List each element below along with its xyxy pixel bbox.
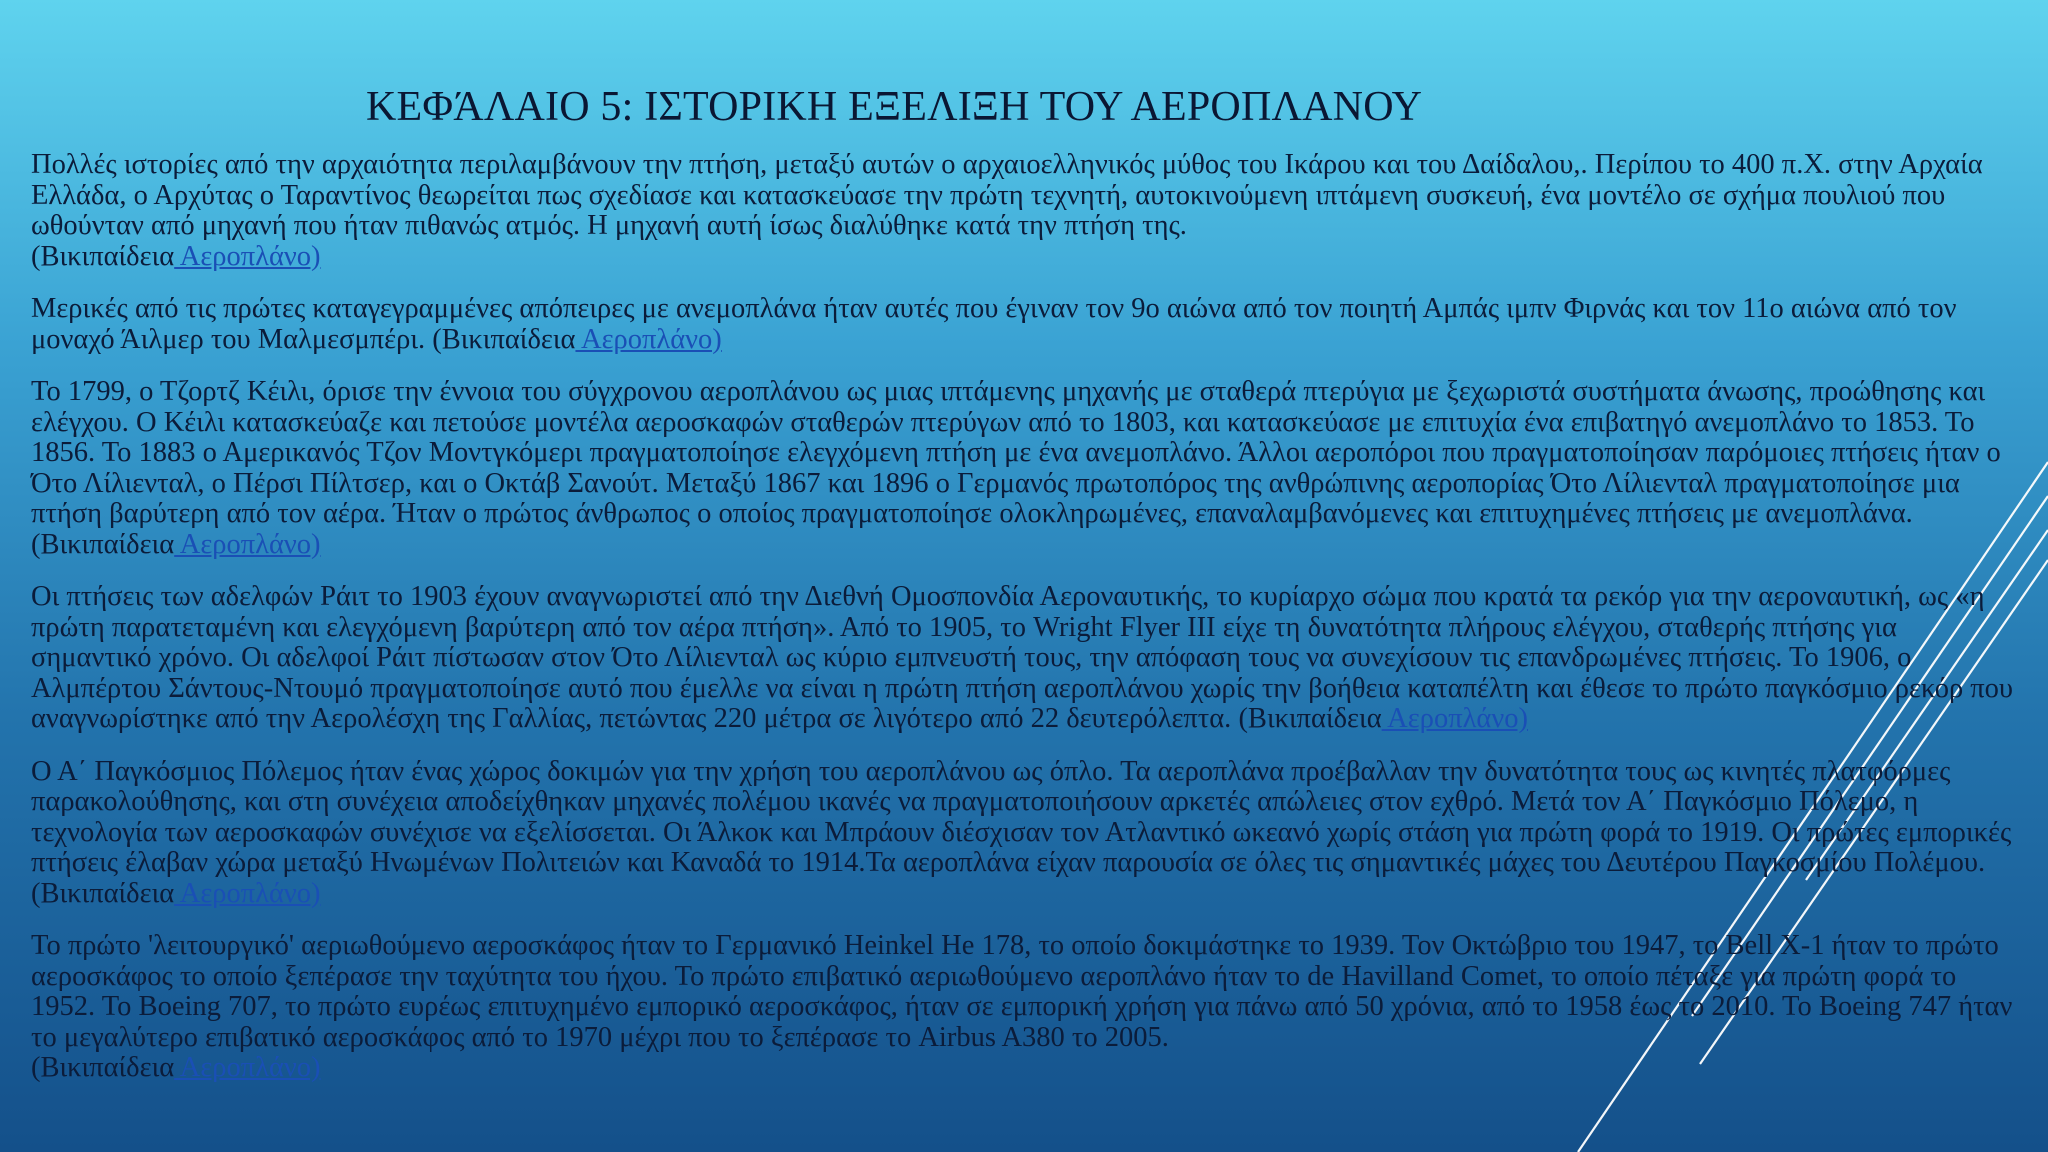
paragraph-text: Το πρώτο 'λειτουργικό' αεριωθούμενο αεροσκάφος ήταν το Γερμανικό Heinkel He 178, το οποίο δοκιμάστηκε το 1939. Τον Οκτώβριο του 1947, το Bell X-1 ήταν το πρώτο αεροσκάφος το οποίο ξεπέρασε την ταχύτητα του ήχου. Το πρώτο επιβατικό αεριωθούμενο αεροπλάνο ήταν το de Havilland Comet, το οποίο πέταξε για πρώτη φορά το 1952. Το Boeing 707, το πρώτο ευρέως επιτυχημένο εμπορικό αεροσκάφος, ήταν σε εμπορική χρήση για πάνω από 50 χρόνια, από το 1958 έως το 2010. Το Boeing 747 ήταν το μεγαλύτερο επιβατικό αεροσκάφος από το 1970 μέχρι που το ξεπέρασε το Airbus A380 το 2005. — [31, 930, 2013, 1053]
paragraph-text: Το 1799, ο Τζορτζ Κέιλι, όρισε την έννοια του σύγχρονου αεροπλάνου ως μιας ιπτάμενης μηχανής με σταθερά πτερύγια με ξεχωριστά συστήματα άνωσης, προώθησης και ελέγχου. Ο Κέιλι κατασκεύαζε και πετούσε μοντέλα αεροσκαφών σταθερών πτερύγων από το 1803, και κατασκεύασε με επιτυχία ένα επιβατηγό ανεμοπλάνο το 1853. Το 1856. Το 1883 ο Αμερικανός Τζον Μοντγκόμερι πραγματοποίησε ελεγχόμενη πτήση με ένα ανεμοπλάνο. Άλλοι αεροπόροι που πραγματοποίησαν παρόμοιες πτήσεις ήταν ο Ότο Λίλιενταλ, ο Πέρσι Πίλτσερ, και ο Οκτάβ Σανούτ. Μεταξύ 1867 και 1896 ο Γερμανός πρωτοπόρος της ανθρώπινης αεροπορίας Ότο Λίλιενταλ πραγματοποίησε μια πτήση βαρύτερη από τον αέρα. Ήταν ο πρώτος άνθρωπος ο οποίος πραγματοποίησε ολοκληρωμένες, επαναλαμβανόμενες και επιτυχημένες πτήσεις με ανεμοπλάνα. — [31, 376, 2001, 529]
slide-title: ΚΕΦΆΛΑΙΟ 5: ΙΣΤΟΡΙΚΗ ΕΞΕΛΙΞΗ ΤΟΥ ΑΕΡΟΠΛΑΝΟΥ — [366, 84, 1423, 130]
slide-content — [31, 150, 2021, 1106]
paragraph — [31, 757, 2021, 910]
paragraph — [31, 931, 2021, 1084]
paragraph-text: Ο Α΄ Παγκόσμιος Πόλεμος ήταν ένας χώρος δοκιμών για την χρήση του αεροπλάνου ως όπλο. Τα αεροπλάνα προέβαλλαν την δυνατότητα τους ως κινητές πλατφόρμες παρακολούθησης, και στη συνέχεια αποδείχθηκαν μηχανές πολέμου ικανές να πραγματοποιήσουν αρκετές απώλειες στον εχθρό. Μετά τον Α΄ Παγκόσμιο Πόλεμο, η τεχνολογία των αεροσκαφών συνέχισε να εξελίσσεται. Οι Άλκοκ και Μπράουν διέσχισαν τον Ατλαντικό ωκεανό χωρίς στάση για πρώτη φορά το 1919. Οι πρώτες εμπορικές πτήσεις έλαβαν χώρα μεταξύ Ηνωμένων Πολιτειών και Καναδά το 1914.Τα αεροπλάνα είχαν παρουσία σε όλες τις σημαντικές μάχες του Δευτέρου Παγκοσμίου Πολέμου. — [31, 755, 2012, 878]
paragraph-text: Πολλές ιστορίες από την αρχαιότητα περιλαμβάνουν την πτήση, μεταξύ αυτών ο αρχαιοελληνικός μύθος του Ικάρου και του Δαίδαλου,. Περίπου το 400 π.Χ. στην Αρχαία Ελλάδα, ο Αρχύτας ο Ταραντίνος θεωρείται πως σχεδίασε και κατασκεύασε την πρώτη τεχνητή, αυτοκινούμενη ιπτάμενη συσκευή, ένα μοντέλο σε σχήμα πουλιού που ωθούνταν από μηχανή που ήταν πιθανώς ατμός. Η μηχανή αυτή ίσως διαλύθηκε κατά την πτήση της. — [31, 149, 1983, 241]
source-link[interactable]: Αεροπλάνο) — [174, 1052, 321, 1083]
source-link[interactable]: Αεροπλάνο) — [1381, 703, 1528, 734]
paragraph — [31, 582, 2021, 735]
source-link[interactable]: Αεροπλάνο) — [575, 323, 722, 355]
paragraph — [31, 150, 2021, 272]
source-link[interactable]: Αεροπλάνο) — [174, 528, 321, 560]
source-link[interactable]: Αεροπλάνο) — [174, 240, 321, 272]
paragraph — [31, 377, 2021, 560]
paragraph-text: Μερικές από τις πρώτες καταγεγραμμένες απόπειρες με ανεμοπλάνα ήταν αυτές που έγιναν τον 9ο αιώνα από τον ποιητή Αμπάς ιμπν Φιρνάς και τον 11ο αιώνα από τον μοναχό Άιλμερ του Μαλμεσμπέρι. — [31, 293, 1957, 355]
source-prefix: (Βικιπαίδεια — [31, 1052, 175, 1083]
source-link[interactable]: Αεροπλάνο) — [174, 877, 321, 909]
paragraph-text: Οι πτήσεις των αδελφών Ράιτ το 1903 έχουν αναγνωριστεί από την Διεθνή Ομοσπονδία Αεροναυτικής, το κυρίαρχο σώμα που κρατά τα ρεκόρ για την αεροναυτική, ως «η πρώτη παρατεταμένη και ελεγχόμενη βαρύτερη από τον αέρα πτήση». Από το 1905, το Wright Flyer III είχε τη δυνατότητα πλήρους ελέγχου, σταθερής πτήσης για σημαντικό χρόνο. Οι αδελφοί Ράιτ πίστωσαν στον Ότο Λίλιενταλ ως κύριο εμπνευστή τους, την απόφαση τους να συνεχίσουν τις επανδρωμένες πτήσεις. Το 1906, ο Αλμπέρτου Σάντους-Ντουμό πραγματοποίησε αυτό που έμελλε να είναι η πρώτη πτήση αεροπλάνου χωρίς την βοήθεια καταπέλτη και έθεσε το πρώτο παγκόσμιο ρεκόρ που αναγνωρίστηκε από την Αερολέσχη της Γαλλίας, πετώντας 220 μέτρα σε λιγότερο από 22 δευτερόλεπτα. — [31, 581, 2014, 734]
paragraph — [31, 294, 2021, 355]
source-prefix: (Βικιπαίδεια — [31, 528, 175, 560]
source-prefix: (Βικιπαίδεια — [432, 323, 576, 355]
source-prefix: (Βικιπαίδεια — [1238, 703, 1382, 734]
source-prefix: (Βικιπαίδεια — [31, 877, 175, 909]
source-prefix: (Βικιπαίδεια — [31, 240, 175, 272]
